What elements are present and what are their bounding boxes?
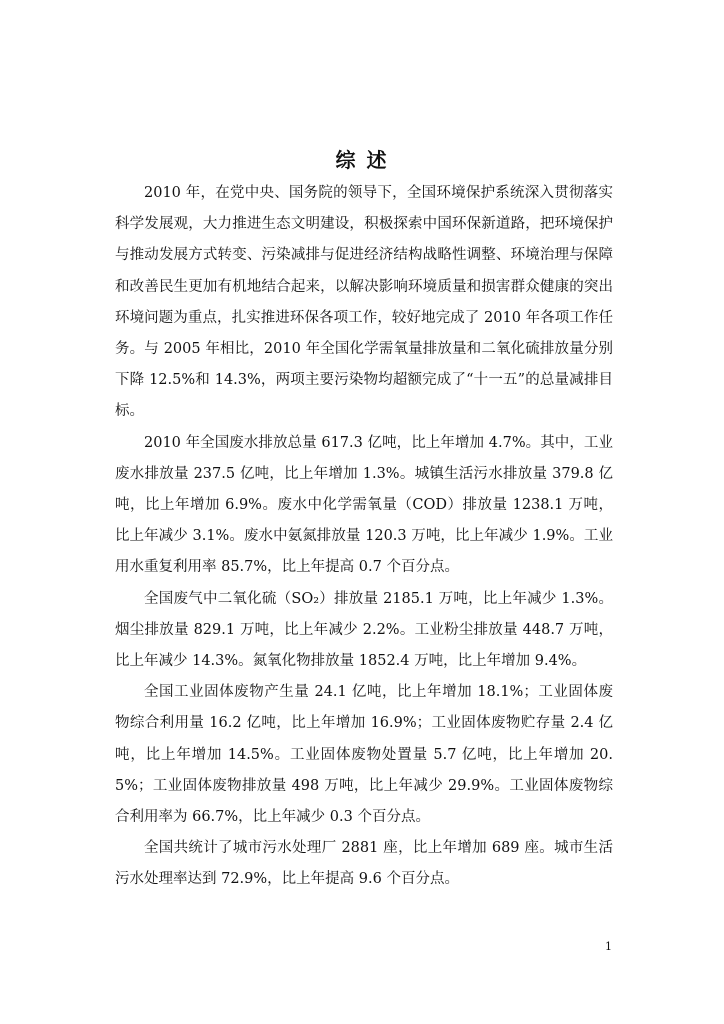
document-body — [115, 178, 613, 896]
page-title: 综 述 — [335, 148, 389, 172]
paragraph-wastewater: 2010 年全国废水排放总量 617.3 亿吨，比上年增加 4.7%。其中，工业废水排放量 237.5 亿吨，比上年增加 1.3%。城镇生活污水排放量 379.8 亿吨，比上年增加 6.9%。废水中化学需氧量（COD）排放量 1238.1 万吨，比上年减少 3.1%。废水中氨氮排放量 120.3 万吨，比上年减少 1.9%。工业用水重复利用率 85.7%，比上年提高 0.7 个百分点。 — [115, 434, 613, 576]
paragraph-sewage-treatment: 全国共统计了城市污水处理厂 2881 座，比上年增加 689 座。城市生活污水处理率达到 72.9%，比上年提高 9.6 个百分点。 — [115, 840, 613, 888]
page-number: 1 — [605, 940, 612, 953]
paragraph-waste-gas: 全国废气中二氧化硫（SO₂）排放量 2185.1 万吨，比上年减少 1.3%。烟尘排放量 829.1 万吨，比上年减少 2.2%。工业粉尘排放量 448.7 万吨，比上年减少 14.3%。氮氧化物排放量 1852.4 万吨，比上年增加 9.4%。 — [115, 590, 613, 670]
paragraph-overview: 2010 年，在党中央、国务院的领导下，全国环境保护系统深入贯彻落实科学发展观，大力推进生态文明建设，积极探索中国环保新道路，把环境保护与推动发展方式转变、污染减排与促进经济结构战略性调整、环境治理与保障和改善民生更加有机地结合起来，以解决影响环境质量和损害群众健康的突出环境问题为重点，扎实推进环保各项工作，较好地完成了 2010 年各项工作任务。与 2005 年相比，2010 年全国化学需氧量排放量和二氧化硫排放量分别下降 12.5%和 14.3%，两项主要污染物均超额完成了“十一五”的总量减排目标。 — [115, 185, 613, 420]
paragraph-solid-waste: 全国工业固体废物产生量 24.1 亿吨，比上年增加 18.1%；工业固体废物综合利用量 16.2 亿吨，比上年增加 16.9%；工业固体废物贮存量 2.4 亿吨，比上年增加 14.5%。工业固体废物处置量 5.7 亿吨，比上年增加 20.5%；工业固体废物排放量 498 万吨，比上年减少 29.9%。工业固体废物综合利用率为 66.7%，比上年减少 0.3 个百分点。 — [115, 684, 613, 826]
